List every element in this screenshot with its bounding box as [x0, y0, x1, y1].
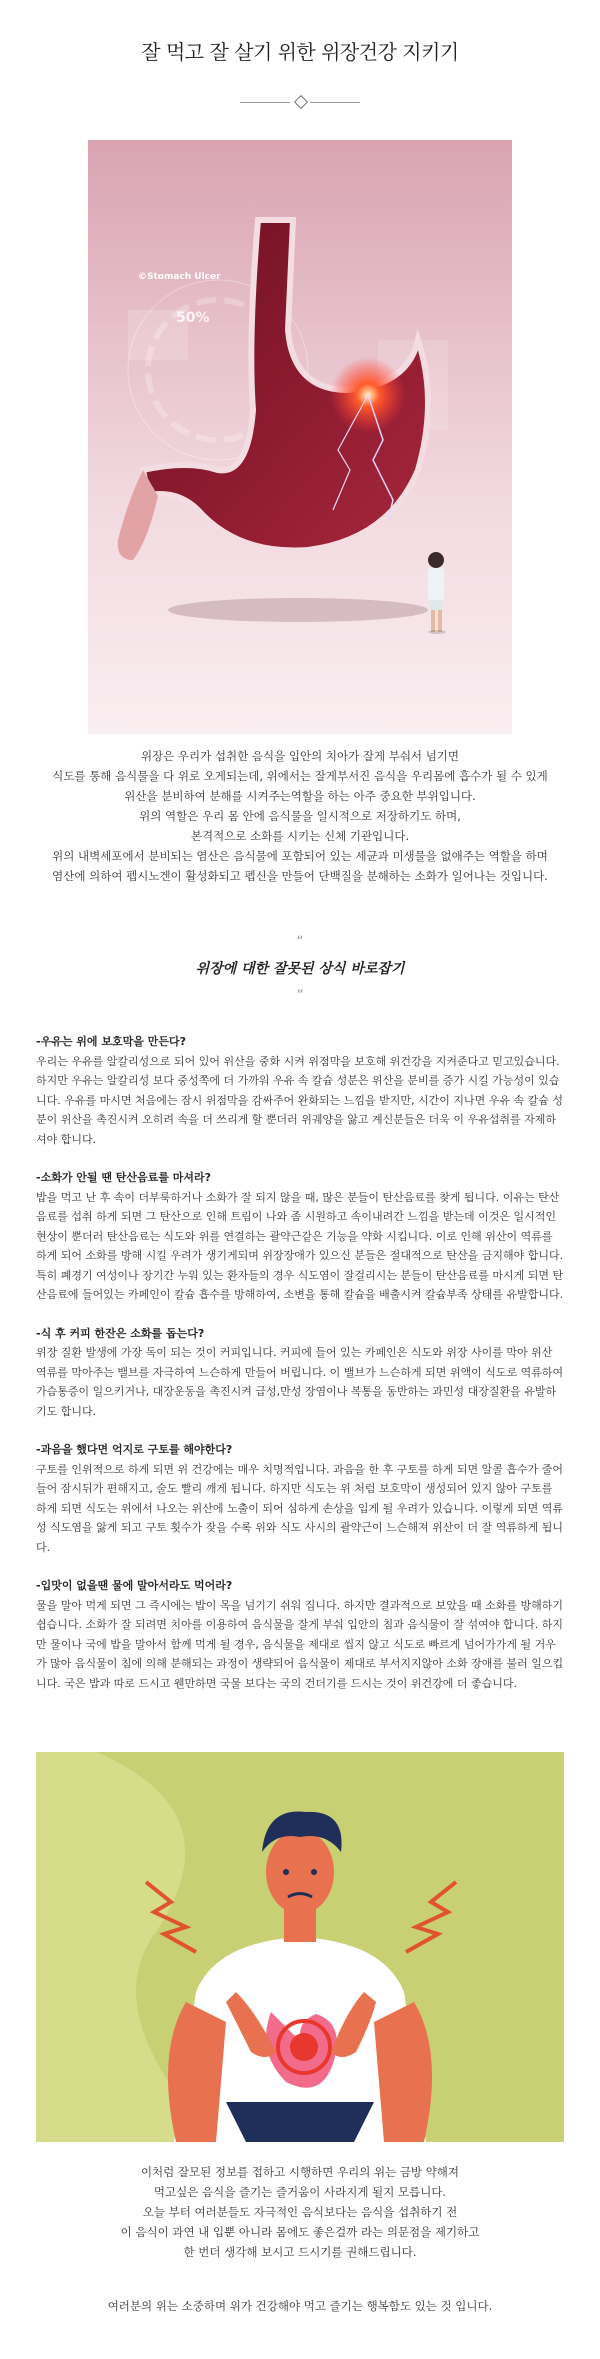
open-quote-mark: “: [296, 934, 304, 950]
faq-list: [36, 1032, 564, 1712]
outro-line: 이 음식이 과연 내 입뿐 아니라 몸에도 좋은걸까 라는 의문점을 제기하고: [120, 2225, 480, 2239]
faq-item: [36, 1576, 564, 1693]
outro-line: 먹고싶은 음식을 즐기는 즐거움이 사라지게 될지 모릅니다.: [153, 2185, 447, 2199]
stomach-ulcer-label: ©Stomach Ulcer: [138, 272, 221, 282]
intro-line: 식도를 통해 음식물을 다 위로 오게되는데, 위에서는 잘게부서진 음식을 우리몸에 흡수가 될 수 있게: [52, 769, 548, 783]
outro-line: 오늘 부터 여러분들도 자극적인 음식보다는 음식을 섭취하기 전: [142, 2205, 458, 2219]
intro-line: 위산을 분비하여 분해를 시켜주는역할을 하는 아주 중요한 부위입니다.: [124, 789, 476, 803]
divider-line-left: [240, 102, 290, 103]
section-subtitle: 위장에 대한 잘못된 상식 바로잡기: [195, 961, 405, 977]
heartburn-figure: [36, 1752, 564, 2142]
faq-item: [36, 1168, 564, 1305]
faq-answer: 위장 질환 발생에 가장 독이 되는 것이 커피입니다. 커피에 들어 있는 카페인은 식도와 위장 사이를 막아 위산 역류를 막아주는 밸브를 자극하여 느슨하게 만들어 버립니다. 이 밸브가 느슨하게 되면 위액이 식도로 역류하여 가슴통증이 일으키거나, 대장운동을 촉진시켜 급성,만성 장염이나 복통을 동반하는 과민성 대장질환을 유발하기도 합니다.: [36, 1346, 564, 1418]
intro-line: 위장은 우리가 섭취한 음식을 입안의 치아가 잘게 부숴서 넘기면: [140, 749, 460, 763]
page-title: 잘 먹고 잘 살기 위한 위장건강 지키기: [141, 40, 459, 64]
heartburn-illustration: [36, 1752, 564, 2142]
faq-answer: 물을 말아 먹게 되면 그 즉시에는 밥이 목을 넘기기 쉬워 집니다. 하지만 결과적으로 보았을 때 소화를 방해하기 쉽습니다. 소화가 잘 되려면 치아를 이용하여 음식물을 잘게 부숴 입안의 침과 음식물이 잘 섞여야 합니다. 하지만 물이나 국에 밥을 말아서 함께 먹게 될 경우, 음식물을 제대로 씹지 않고 식도로 빠르게 넘어가가게 될 거우가 많아 음식물이 침에 의해 분해되는 과정이 생략되어 음식물이 제대로 부서지지않아 소화 장애를 불러 일으킵니다. 국은 밥과 따로 드시고 웬만하면 국물 보다는 국의 건더기를 드시는 것이 위건강에 더 좋습니다.: [36, 1598, 564, 1690]
stomach-hero-image: [88, 140, 512, 734]
faq-question: -소화가 안될 땐 탄산음료를 마셔라?: [36, 1171, 212, 1184]
outro-line: 이처럼 잘모된 정보를 접하고 시행하면 우리의 위는 금방 약해져: [140, 2165, 460, 2179]
outro-paragraph: [60, 2162, 540, 2262]
faq-answer: 구토를 인위적으로 하게 되면 위 건강에는 매우 치명적입니다. 과음을 한 후 구토를 하게 되면 알콜 흡수가 줄어들어 잠시뒤가 편해지고, 술도 빨리 깨게 됩니다. 하지만 식도는 위 처럼 보호막이 생성되어 있지 않아 구토를 하게 되면 식도는 위에서 나오는 위산에 노출이 되어 심하게 손상을 입게 될 우려가 있습니다. 이렇게 되면 역류성 식도염을 앓게 되고 구토 횟수가 잦을 수록 위와 식도 사시의 괄약근이 느슨해져 위산이 더 잘 역류하게 됩니다.: [36, 1462, 563, 1554]
stomach-illustration: [88, 140, 512, 734]
faq-answer: 우리는 우유를 알칼리성으로 되어 있어 위산을 중화 시켜 위점막을 보호해 위건강을 지켜준다고 믿고있습니다. 하지만 우유는 알칼리성 보다 중성쪽에 더 가까워 우유 속 칼슘 성분은 위산을 분비를 증가 시킬 가능성이 있습니다. 우유를 마시면 처음에는 잠시 위점막을 감싸주어 완화되는 느낌을 받지만, 시간이 지나면 우유 속 칼슘 성분이 위산을 촉진시켜 오히려 속을 더 쓰리게 할 뿐더러 위궤양을 앓고 계신분들은 더욱 이 우유섭취를 자제하셔야 합니다.: [36, 1054, 563, 1146]
faq-item: [36, 1440, 564, 1557]
faq-question: -우유는 위에 보호막을 만든다?: [36, 1035, 186, 1048]
divider-line-right: [310, 102, 360, 103]
intro-line: 위의 역할은 우리 몸 안에 음식물을 일시적으로 저장하기도 하며,: [139, 809, 461, 823]
intro-line: 본격적으로 소화를 시키는 신체 기관입니다.: [190, 829, 410, 843]
closing-statement: 여러분의 위는 소중하며 위가 건강해야 먹고 즐기는 행복함도 있는 것 입니다.: [107, 2299, 493, 2313]
faq-question: -입맛이 없을땐 물에 말아서라도 먹어라?: [36, 1579, 233, 1592]
faq-question: -과음을 했다면 억지로 구토를 해야한다?: [36, 1443, 233, 1456]
intro-line: 염산에 의하여 펩시노겐이 활성화되고 펩신을 만들어 단백질을 분해하는 소화가 일어나는 것입니다.: [52, 869, 548, 883]
intro-line: 위의 내벽세포에서 분비되는 염산은 음식물에 포함되어 있는 세균과 미생물을 없애주는 역할을 하며: [52, 849, 548, 863]
outro-line: 한 번더 생각해 보시고 드시기를 권해드립니다.: [183, 2245, 417, 2259]
divider-diamond: [294, 95, 308, 109]
faq-question: -식 후 커피 한잔은 소화를 돕는다?: [36, 1326, 205, 1340]
close-quote-mark: ”: [296, 988, 304, 1004]
intro-paragraph: [40, 746, 560, 886]
faq-item: [36, 1324, 564, 1422]
faq-answer: 밥을 먹고 난 후 속이 더부룩하거나 소화가 잘 되지 않을 때, 많은 분들이 탄산음료를 찾게 됩니다. 이유는 탄산음료를 섭취 하게 되면 그 탄산으로 인해 트림이 나와 좀 시원하고 속이내려간 느낌을 받는데 이것은 일시적인 현상이 뿐더러 탄산음료는 식도와 위를 연결하는 괄약근같은 기능을 약화 시킵니다. 이로 인해 위산이 역류를 하게 되어 소화를 방해 시킬 우려가 생기게되며 위장장애가 있으신 분들은 절대적으로 탄산을 금지해야 합니다. 특히 폐경기 여성이나 장기간 누워 있는 환자들의 경우 식도염이 잘걸리시는 분들이 탄산음료를 마시게 되면 탄산음료에 들어있는 카페인이 칼슘 흡수를 방해하여, 소변을 통해 칼슘을 배출시켜 칼슘부족 상태를 유발합니다.: [36, 1190, 564, 1301]
title-divider: [240, 96, 360, 108]
percent-readout: 50%: [176, 310, 210, 326]
faq-item: [36, 1032, 564, 1149]
